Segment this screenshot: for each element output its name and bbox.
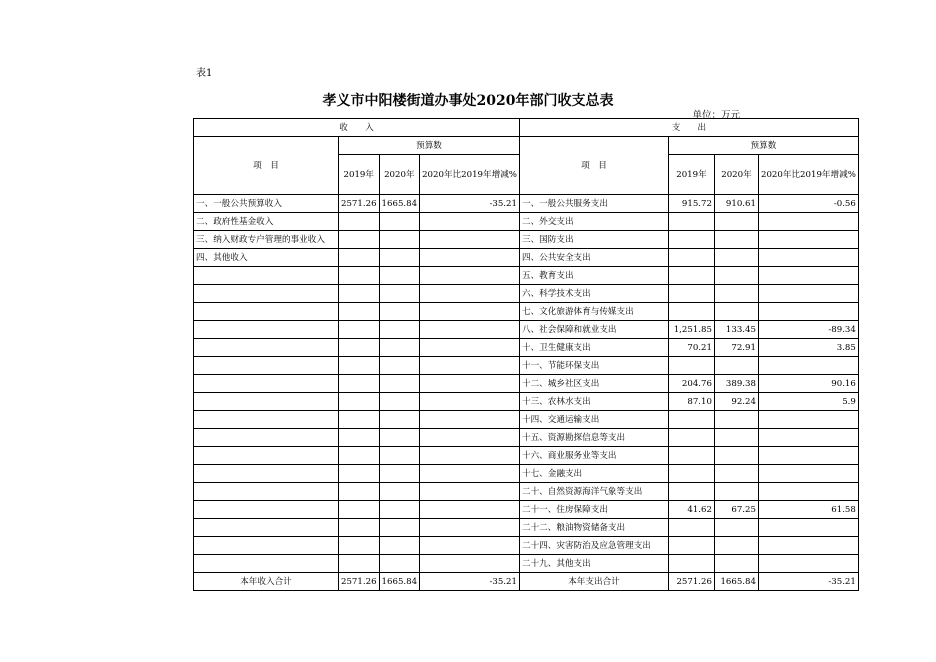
expense-item-cell: 六、科学技术支出 <box>519 285 668 303</box>
table-row <box>194 267 859 285</box>
expense-2020-cell: 72.91 <box>714 339 758 357</box>
table-row <box>194 249 859 267</box>
expense-change-cell: 61.58 <box>758 501 858 519</box>
income-item-cell <box>194 285 339 303</box>
expense-header: 支 出 <box>519 119 858 137</box>
total-income-change-cell: -35.21 <box>420 573 520 591</box>
table-row <box>194 321 859 339</box>
expense-2020-cell <box>714 483 758 501</box>
income-item-cell <box>194 267 339 285</box>
table-row <box>194 375 859 393</box>
expense-2019-cell: 915.72 <box>668 195 714 213</box>
income-2020-cell <box>379 447 420 465</box>
expense-2019-cell <box>668 303 714 321</box>
expense-2020-cell: 133.45 <box>714 321 758 339</box>
expense-change-cell <box>758 429 858 447</box>
expense-change-cell <box>758 447 858 465</box>
expense-change-cell <box>758 519 858 537</box>
expense-2020-cell <box>714 285 758 303</box>
expense-2019-cell: 70.21 <box>668 339 714 357</box>
table-tag: 表1 <box>196 68 213 79</box>
income-item-cell <box>194 501 339 519</box>
expense-2020-cell <box>714 429 758 447</box>
expense-item-cell: 十五、资源勘探信息等支出 <box>519 429 668 447</box>
income-change-cell <box>420 483 520 501</box>
income-2020-cell <box>379 483 420 501</box>
income-2019-cell <box>339 285 380 303</box>
income-change-cell <box>420 411 520 429</box>
expense-item-cell: 五、教育支出 <box>519 267 668 285</box>
income-2019-cell <box>339 465 380 483</box>
expense-2020-cell <box>714 411 758 429</box>
expense-change-cell <box>758 357 858 375</box>
header-row-2 <box>194 137 859 155</box>
income-2019-cell <box>339 555 380 573</box>
income-change-cell <box>420 339 520 357</box>
expense-change-cell <box>758 231 858 249</box>
income-2020-cell <box>379 411 420 429</box>
expense-2019-cell <box>668 213 714 231</box>
table-row <box>194 231 859 249</box>
expense-2020-cell <box>714 357 758 375</box>
income-item-cell <box>194 429 339 447</box>
income-2019-cell <box>339 303 380 321</box>
expense-2019-cell: 1,251.85 <box>668 321 714 339</box>
expense-item-cell: 十四、交通运输支出 <box>519 411 668 429</box>
income-item-cell <box>194 339 339 357</box>
expense-2019-cell <box>668 249 714 267</box>
income-item-cell: 四、其他收入 <box>194 249 339 267</box>
expense-2020-cell <box>714 231 758 249</box>
income-2020-cell <box>379 213 420 231</box>
expense-2019-cell <box>668 411 714 429</box>
income-change-cell <box>420 519 520 537</box>
income-2020-cell <box>379 375 420 393</box>
expense-change-cell: -89.34 <box>758 321 858 339</box>
income-2019-cell <box>339 375 380 393</box>
income-change-cell <box>420 231 520 249</box>
header-row-1 <box>194 119 859 137</box>
expense-2019-cell <box>668 519 714 537</box>
income-item-cell <box>194 411 339 429</box>
expense-item-cell: 三、国防支出 <box>519 231 668 249</box>
expense-change-cell: 90.16 <box>758 375 858 393</box>
income-change-cell <box>420 213 520 231</box>
expense-2020-cell <box>714 555 758 573</box>
income-item-cell <box>194 357 339 375</box>
total-expense-item-cell: 本年支出合计 <box>519 573 668 591</box>
income-change-cell <box>420 285 520 303</box>
income-change-cell <box>420 249 520 267</box>
income-change-cell <box>420 267 520 285</box>
table-row <box>194 213 859 231</box>
budget-summary-table <box>193 118 859 591</box>
income-item-cell <box>194 519 339 537</box>
expense-item-cell: 二十一、住房保障支出 <box>519 501 668 519</box>
income-change-cell <box>420 357 520 375</box>
expense-2020-cell: 67.25 <box>714 501 758 519</box>
expense-item-cell: 二十四、灾害防治及应急管理支出 <box>519 537 668 555</box>
income-item-cell: 二、政府性基金收入 <box>194 213 339 231</box>
income-2019-cell <box>339 249 380 267</box>
income-2020-cell <box>379 339 420 357</box>
total-expense-2020-cell: 1665.84 <box>714 573 758 591</box>
income-change-cell <box>420 465 520 483</box>
expense-change-cell <box>758 411 858 429</box>
expense-2020-cell <box>714 267 758 285</box>
income-item-cell <box>194 483 339 501</box>
expense-2019-cell <box>668 357 714 375</box>
income-change-cell <box>420 375 520 393</box>
total-expense-change-cell: -35.21 <box>758 573 858 591</box>
expense-item-cell: 七、文化旅游体育与传媒支出 <box>519 303 668 321</box>
expense-change-cell <box>758 303 858 321</box>
income-2019-cell <box>339 231 380 249</box>
income-2020-cell <box>379 537 420 555</box>
expense-2020-cell: 389.38 <box>714 375 758 393</box>
expense-change-cell <box>758 213 858 231</box>
total-expense-2019-cell: 2571.26 <box>668 573 714 591</box>
income-2019-cell <box>339 411 380 429</box>
table-row <box>194 465 859 483</box>
income-2019-cell <box>339 447 380 465</box>
expense-item-cell: 二十、自然资源海洋气象等支出 <box>519 483 668 501</box>
income-item-cell <box>194 393 339 411</box>
income-change-cell: -35.21 <box>420 195 520 213</box>
income-change-cell <box>420 393 520 411</box>
income-item-cell: 三、纳入财政专户管理的事业收入 <box>194 231 339 249</box>
expense-2019-cell: 204.76 <box>668 375 714 393</box>
page-title: 孝义市中阳楼街道办事处2020年部门收支总表 <box>322 93 614 109</box>
table-body <box>194 119 859 591</box>
expense-2020-cell: 92.24 <box>714 393 758 411</box>
income-header: 收 入 <box>194 119 520 137</box>
expense-item-cell: 二十九、其他支出 <box>519 555 668 573</box>
table-row <box>194 195 859 213</box>
income-2019-cell <box>339 501 380 519</box>
expense-change-cell <box>758 267 858 285</box>
income-2020-cell: 1665.84 <box>379 195 420 213</box>
income-2020-header: 2020年 <box>379 155 420 195</box>
income-change-cell <box>420 501 520 519</box>
expense-item-cell: 十三、农林水支出 <box>519 393 668 411</box>
expense-2019-cell: 41.62 <box>668 501 714 519</box>
expense-2019-cell <box>668 483 714 501</box>
expense-change-cell <box>758 465 858 483</box>
income-item-cell: 一、一般公共预算收入 <box>194 195 339 213</box>
income-change-cell <box>420 303 520 321</box>
income-2020-cell <box>379 393 420 411</box>
expense-2020-cell: 910.61 <box>714 195 758 213</box>
income-2020-cell <box>379 249 420 267</box>
expense-2019-cell <box>668 429 714 447</box>
expense-item-cell: 十二、城乡社区支出 <box>519 375 668 393</box>
expense-change-cell <box>758 285 858 303</box>
expense-item-cell: 八、社会保障和就业支出 <box>519 321 668 339</box>
income-2019-cell <box>339 321 380 339</box>
income-change-cell <box>420 429 520 447</box>
table-row <box>194 537 859 555</box>
income-2020-cell <box>379 465 420 483</box>
expense-2020-cell <box>714 537 758 555</box>
expense-change-cell <box>758 249 858 267</box>
table-row <box>194 393 859 411</box>
income-change-cell <box>420 555 520 573</box>
income-change-cell <box>420 321 520 339</box>
expense-2019-cell: 87.10 <box>668 393 714 411</box>
table-row <box>194 447 859 465</box>
income-2020-cell <box>379 303 420 321</box>
table-row <box>194 357 859 375</box>
expense-change-cell: -0.56 <box>758 195 858 213</box>
income-budget-header: 预算数 <box>339 137 520 155</box>
expense-item-cell: 十七、金融支出 <box>519 465 668 483</box>
income-item-cell <box>194 465 339 483</box>
expense-2019-cell <box>668 447 714 465</box>
expense-item-cell: 十一、节能环保支出 <box>519 357 668 375</box>
totals-row <box>194 573 859 591</box>
expense-budget-header: 预算数 <box>668 137 858 155</box>
expense-item-cell: 二、外交支出 <box>519 213 668 231</box>
expense-2020-cell <box>714 249 758 267</box>
income-item-cell <box>194 321 339 339</box>
expense-2020-cell <box>714 465 758 483</box>
income-item-cell <box>194 447 339 465</box>
expense-item-cell: 二十二、粮油物资储备支出 <box>519 519 668 537</box>
expense-2020-cell <box>714 303 758 321</box>
income-2019-cell <box>339 393 380 411</box>
income-2019-cell <box>339 267 380 285</box>
unit-label: 单位：万元 <box>692 110 740 121</box>
income-2019-cell <box>339 429 380 447</box>
expense-2019-cell <box>668 267 714 285</box>
expense-2019-cell <box>668 231 714 249</box>
expense-2019-cell <box>668 285 714 303</box>
expense-2020-cell <box>714 519 758 537</box>
income-2019-cell <box>339 339 380 357</box>
table-row <box>194 519 859 537</box>
expense-item-header: 项 目 <box>519 137 668 195</box>
income-2020-cell <box>379 285 420 303</box>
total-income-2020-cell: 1665.84 <box>379 573 420 591</box>
expense-change-header: 2020年比2019年增减% <box>758 155 858 195</box>
expense-change-cell: 5.9 <box>758 393 858 411</box>
income-item-cell <box>194 555 339 573</box>
expense-2020-cell <box>714 213 758 231</box>
expense-2019-cell <box>668 537 714 555</box>
income-2020-cell <box>379 267 420 285</box>
expense-item-cell: 一、一般公共服务支出 <box>519 195 668 213</box>
income-item-cell <box>194 303 339 321</box>
expense-2019-cell <box>668 465 714 483</box>
income-2020-cell <box>379 321 420 339</box>
income-2020-cell <box>379 501 420 519</box>
total-income-2019-cell: 2571.26 <box>339 573 380 591</box>
expense-change-cell <box>758 555 858 573</box>
income-2019-cell <box>339 537 380 555</box>
expense-item-cell: 十六、商业服务业等支出 <box>519 447 668 465</box>
income-2019-cell <box>339 519 380 537</box>
table-row <box>194 483 859 501</box>
income-item-header: 项 目 <box>194 137 339 195</box>
expense-change-cell <box>758 537 858 555</box>
income-change-header: 2020年比2019年增减% <box>420 155 520 195</box>
income-change-cell <box>420 537 520 555</box>
income-2019-cell <box>339 483 380 501</box>
table-row <box>194 429 859 447</box>
income-item-cell <box>194 375 339 393</box>
income-2020-cell <box>379 429 420 447</box>
total-income-item-cell: 本年收入合计 <box>194 573 339 591</box>
table-row <box>194 411 859 429</box>
income-2019-cell <box>339 213 380 231</box>
expense-2020-cell <box>714 447 758 465</box>
expense-change-cell: 3.85 <box>758 339 858 357</box>
income-2019-header: 2019年 <box>339 155 380 195</box>
table-row <box>194 303 859 321</box>
expense-2019-header: 2019年 <box>668 155 714 195</box>
income-2020-cell <box>379 555 420 573</box>
income-2020-cell <box>379 519 420 537</box>
income-2019-cell <box>339 357 380 375</box>
expense-item-cell: 四、公共安全支出 <box>519 249 668 267</box>
expense-2020-header: 2020年 <box>714 155 758 195</box>
table-row <box>194 339 859 357</box>
table-row <box>194 555 859 573</box>
table-row <box>194 501 859 519</box>
expense-item-cell: 十、卫生健康支出 <box>519 339 668 357</box>
income-item-cell <box>194 537 339 555</box>
income-2020-cell <box>379 357 420 375</box>
expense-change-cell <box>758 483 858 501</box>
income-2019-cell: 2571.26 <box>339 195 380 213</box>
expense-2019-cell <box>668 555 714 573</box>
income-change-cell <box>420 447 520 465</box>
table-row <box>194 285 859 303</box>
income-2020-cell <box>379 231 420 249</box>
